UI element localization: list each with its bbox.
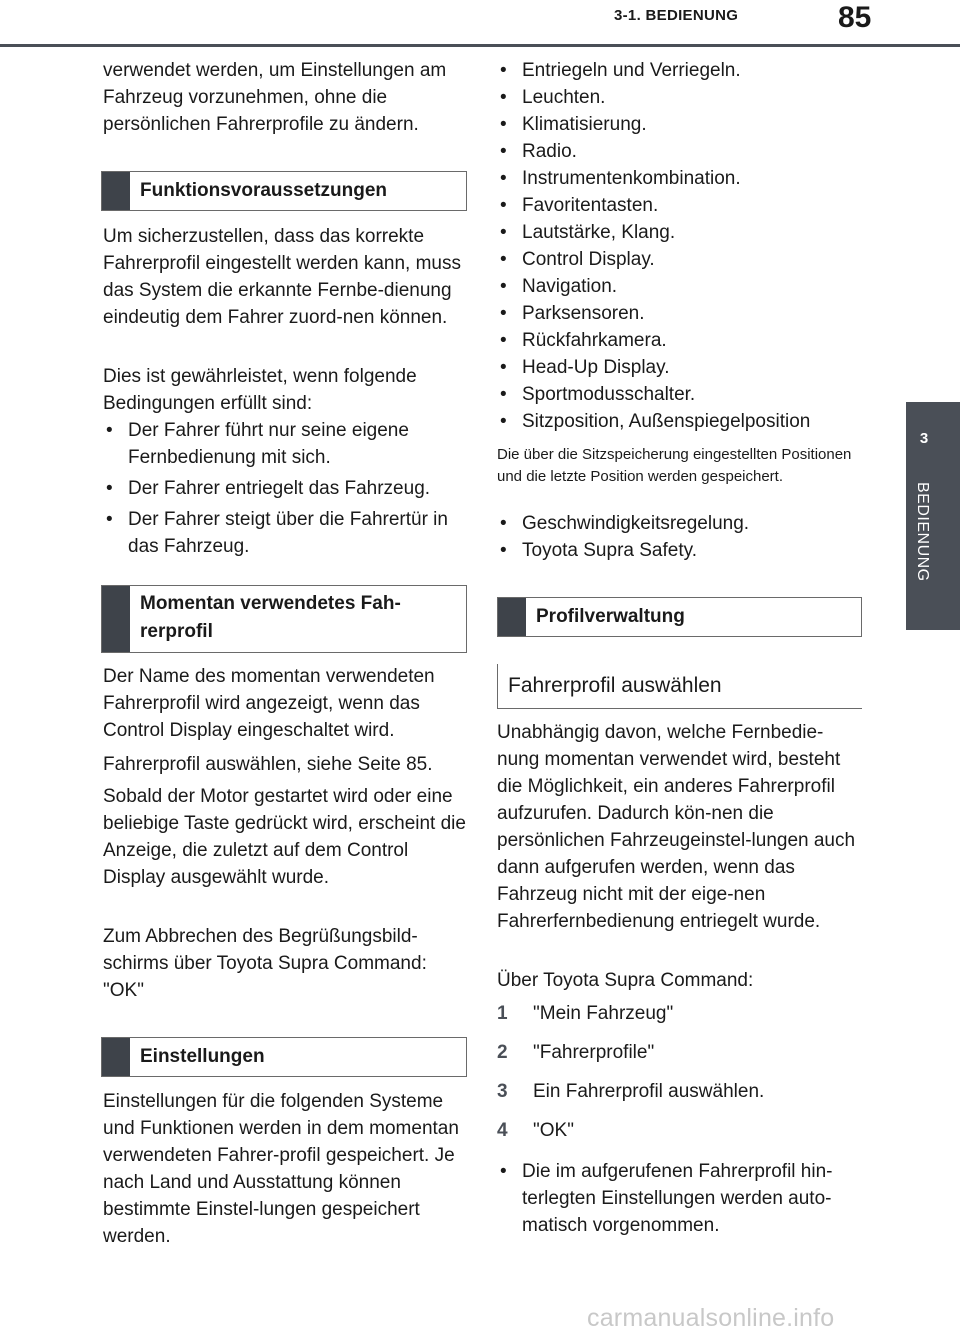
subheading-fahrerprofil-auswaehlen: Fahrerprofil auswählen <box>508 674 722 697</box>
section-title: 3-1. BEDIENUNG <box>614 7 739 24</box>
settings-list-2 <box>497 510 867 564</box>
step-item <box>497 1117 867 1144</box>
subheading-vertical-rule <box>497 664 498 709</box>
step-number: 2 <box>497 1042 508 1063</box>
step-text: "Mein Fahrzeug" <box>533 1003 674 1024</box>
chapter-number: 3 <box>919 430 929 447</box>
paragraph-motor-start: Sobald der Motor gestartet wird oder eine beliebige Taste gedrückt wird, erscheint die Anzeige, die zuletzt auf dem Control Display ausgewählt wurde. <box>103 786 466 888</box>
step-item <box>497 1000 867 1027</box>
settings-list <box>497 57 867 435</box>
paragraph-command: Über Toyota Supra Command: <box>497 970 754 991</box>
watermark: carmanualsonline.info <box>587 1304 835 1332</box>
list-item: • Control Display. <box>497 246 867 273</box>
paragraph-profile-change: Unabhängig davon, welche Fernbedie-nung momentan verwendet wird, besteht die Möglichkeit, ein anderes Fahrerprofil aufzurufen. Dadurch kön-nen die persönlichen Fahrzeugeinstel-lungen auch dann aufgerufen werden, wenn das Fahrzeug nicht mit der eige-nen Fahrerfernbedienung entriegelt wurde. <box>497 722 856 932</box>
list-item: • Lautstärke, Klang. <box>497 219 867 246</box>
heading-einstellungen: Einstellungen <box>140 1046 265 1067</box>
list-item: • Geschwindigkeitsregelung. <box>497 510 867 537</box>
conditions-list <box>103 417 468 560</box>
heading-box-momentan <box>101 585 467 653</box>
paragraph-see-page: Fahrerprofil auswählen, siehe Seite 85. <box>103 754 433 775</box>
list-item: • Rückfahrkamera. <box>497 327 867 354</box>
heading-funktionsvoraussetzungen: Funktionsvoraussetzungen <box>140 180 388 201</box>
step-item <box>497 1078 867 1105</box>
subheading-rule <box>497 708 862 709</box>
list-item: • Sportmodusschalter. <box>497 381 867 408</box>
list-item: • Head-Up Display. <box>497 354 867 381</box>
step-text: Ein Fahrerprofil auswählen. <box>533 1081 765 1102</box>
list-item: • Der Fahrer entriegelt das Fahrzeug. <box>103 475 468 502</box>
heading-strip <box>102 172 130 210</box>
paragraph-cancel-greeting: Zum Abbrechen des Begrüßungsbild-schirms über Toyota Supra Command: "OK" <box>103 926 427 1001</box>
paragraph-conditions-intro: Um sicherzustellen, dass das korrekte Fahrerprofil eingestellt werden kann, muss das System die erkannte Fernbe-dienung eindeutig dem Fahrer zuord-nen können. <box>103 226 462 328</box>
list-item: • Sitzposition, Außenspiegelposition <box>497 408 867 435</box>
list-item: • Toyota Supra Safety. <box>497 537 867 564</box>
heading-box-einstellungen <box>101 1037 467 1077</box>
step-number: 3 <box>497 1081 508 1102</box>
heading-profilverwaltung: Profilverwaltung <box>536 606 685 627</box>
step-number: 4 <box>497 1120 508 1141</box>
heading-strip <box>102 1038 130 1076</box>
step-text: "OK" <box>533 1120 574 1141</box>
heading-strip <box>102 586 130 652</box>
page-number: 85 <box>838 1 872 34</box>
step-item <box>497 1039 867 1066</box>
list-item: • Klimatisierung. <box>497 111 867 138</box>
final-bullet: • Die im aufgerufenen Fahrerprofil hin-terlegten Einstellungen werden auto-matisch vorgenommen. <box>497 1158 867 1239</box>
heading-strip <box>498 598 526 636</box>
step-number: 1 <box>497 1003 508 1024</box>
intro-paragraph: verwendet werden, um Einstellungen am Fahrzeug vorzunehmen, ohne die persönlichen Fahrerprofile zu ändern. <box>103 60 447 135</box>
heading-box-profilverwaltung <box>497 597 862 637</box>
list-item: • Der Fahrer führt nur seine eigene Fernbedienung mit sich. <box>103 417 468 471</box>
header-rule <box>0 44 960 47</box>
paragraph-guarantee: Dies ist gewährleistet, wenn folgende Bedingungen erfüllt sind: <box>103 366 417 414</box>
list-item: • Parksensoren. <box>497 300 867 327</box>
list-item: • Leuchten. <box>497 84 867 111</box>
list-item: • Favoritentasten. <box>497 192 867 219</box>
list-item: • Entriegeln und Verriegeln. <box>497 57 867 84</box>
list-item: • Der Fahrer steigt über die Fahrertür in das Fahrzeug. <box>103 506 468 560</box>
step-text: "Fahrerprofile" <box>533 1042 655 1063</box>
paragraph-settings-intro: Einstellungen für die folgenden Systeme und Funktionen werden in dem momentan verwendeten Fahrer-profil gespeichert. Je nach Land und Ausstattung können bestimmte Einstel-lungen gespeichert werden. <box>103 1091 459 1247</box>
list-item: • Instrumentenkombination. <box>497 165 867 192</box>
paragraph-name-display: Der Name des momentan verwendeten Fahrerprofil wird angezeigt, wenn das Control Display eingeschaltet wird. <box>103 666 435 741</box>
seat-memory-note: Die über die Sitzspeicherung eingestellten Positionen und die letzte Position werden gespeichert. <box>497 446 852 485</box>
heading-momentan: Momentan verwendetes Fah-rerprofil <box>140 593 401 642</box>
heading-box-funktionsvoraussetzungen <box>101 171 467 211</box>
chapter-tab <box>906 402 960 630</box>
list-item: • Navigation. <box>497 273 867 300</box>
list-item: • Radio. <box>497 138 867 165</box>
chapter-label: BEDIENUNG <box>914 482 931 582</box>
steps-list <box>497 1000 867 1144</box>
chapter-label-wrap <box>913 482 933 622</box>
